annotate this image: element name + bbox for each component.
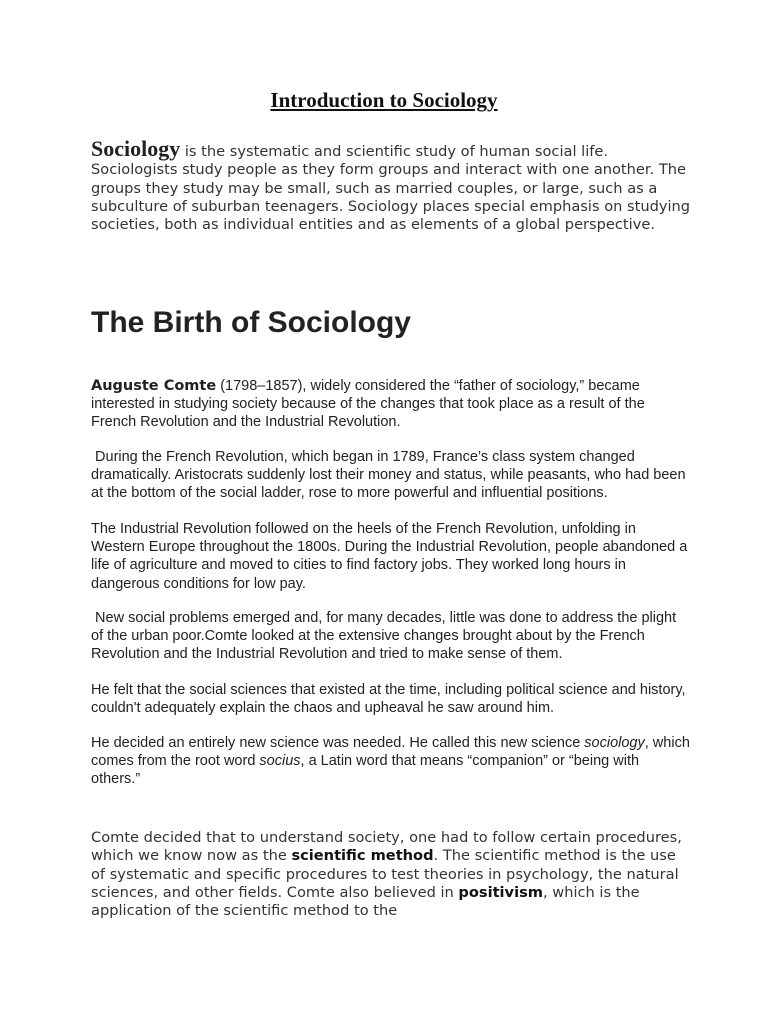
document-title: Introduction to Sociology bbox=[270, 88, 498, 112]
method-text-b: . The scientific method is the use of systematic and specific procedures to test theories in psychology, the natural sciences, and other fields. Comte also believed in bbox=[91, 847, 679, 901]
paragraph-comte bbox=[91, 377, 691, 432]
comte-text: (1798–1857), widely considered the “father of sociology,” became interested in studying society because of the changes that took place as a result of the French Revolution and the Industrial Revolution. bbox=[91, 378, 645, 431]
comte-name: Auguste Comte bbox=[91, 378, 217, 394]
term-scientific-method: scientific method bbox=[291, 847, 434, 865]
new-science-text-b: , which comes from the root word bbox=[91, 735, 690, 770]
new-science-text-c: , a Latin word that means “companion” or “being with others.” bbox=[91, 753, 640, 788]
paragraph-industrial-revolution: The Industrial Revolution followed on the heels of the French Revolution, unfolding in Western Europe throughout the 1800s. During the Industrial Revolution, people abandoned a life of agriculture and moved to cities to find factory jobs. They worked long hours in dangerous conditions for low pay. bbox=[91, 521, 688, 592]
term-sociology: sociology bbox=[584, 735, 645, 751]
method-text-c: , which is the application of the scientific method to the bbox=[91, 883, 640, 920]
paragraph-french-revolution: During the French Revolution, which began in 1789, France’s class system changed dramatically. Aristocrats suddenly lost their money and status, while peasants, who had been at the bottom of the social ladder, rose to more powerful and influential positions. bbox=[91, 449, 690, 502]
paragraph-new-science bbox=[91, 734, 691, 789]
term-socius: socius bbox=[259, 753, 301, 770]
paragraph-social-sciences: He felt that the social sciences that existed at the time, including political science and history, couldn't adequately explain the chaos and upheaval he saw around him. bbox=[91, 682, 686, 717]
term-positivism: positivism bbox=[458, 883, 543, 901]
intro-text: is the systematic and scientific study of human social life. Sociologists study people as they form groups and interact with one another. The groups they study may be small, such as married couples, or large, such as a subculture of suburban teenagers. Sociology places special emphasis on studying societies, both as individual entities and as elements of a global perspective. bbox=[91, 143, 691, 234]
method-text-a: Comte decided that to understand society, one had to follow certain procedures, which we know now as the bbox=[91, 829, 682, 865]
paragraph-scientific-method bbox=[91, 829, 691, 920]
section-heading: The Birth of Sociology bbox=[91, 306, 411, 339]
intro-paragraph bbox=[91, 136, 691, 234]
paragraph-social-problems: New social problems emerged and, for many decades, little was done to address the plight of the urban poor.Comte looked at the extensive changes brought about by the French Revolution and the Industrial Revolution and tried to make sense of them. bbox=[91, 610, 681, 663]
intro-lead-term: Sociology bbox=[91, 136, 181, 161]
new-science-text-a: He decided an entirely new science was needed. He called this new science bbox=[91, 735, 585, 751]
